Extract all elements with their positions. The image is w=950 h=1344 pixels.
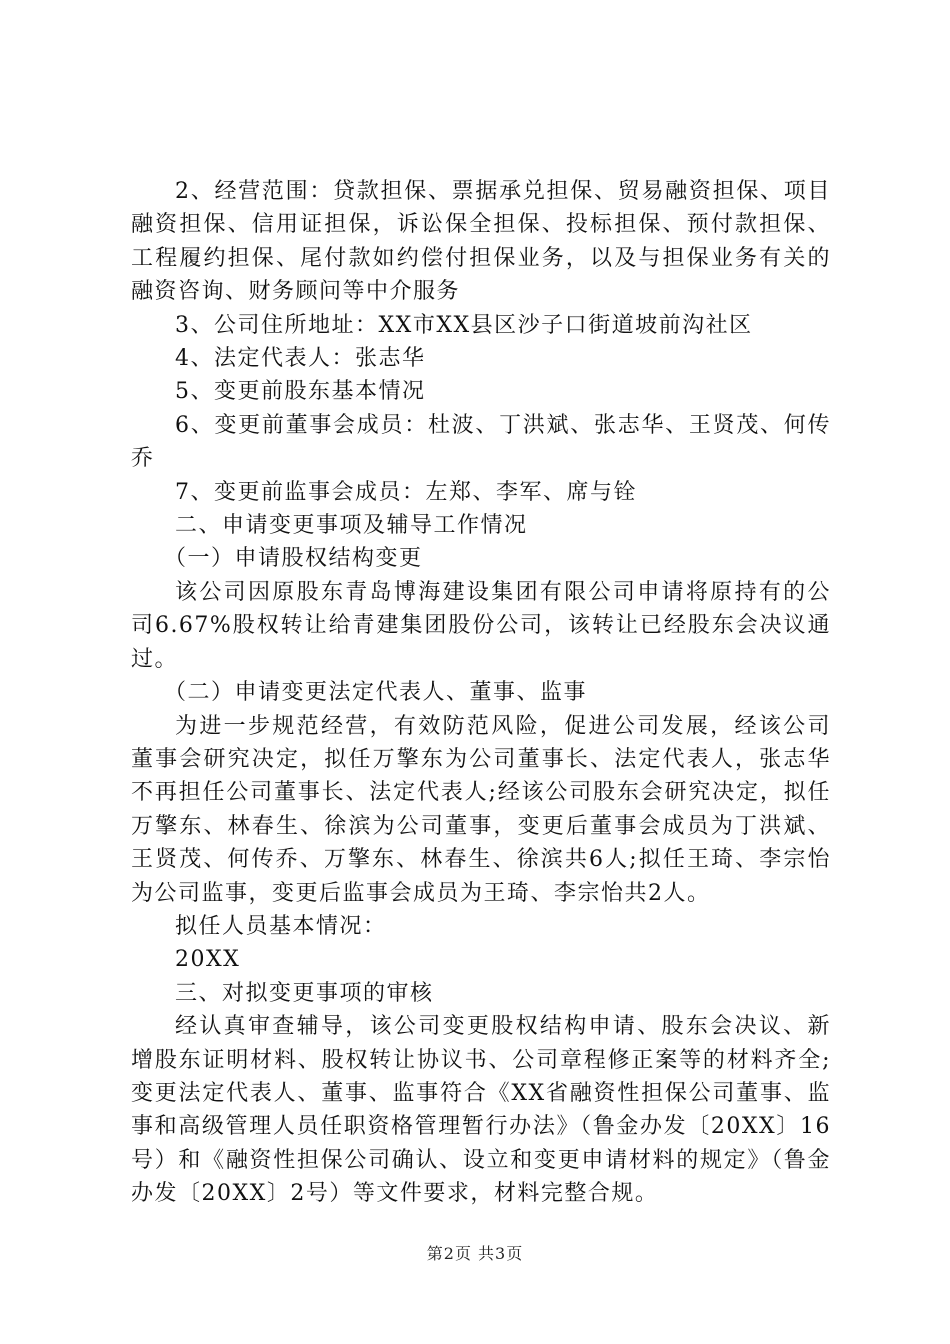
paragraph-year-placeholder: 20XX — [175, 947, 241, 973]
paragraph-board-before: 6、变更前董事会成员：杜波、丁洪斌、张志华、王贤茂、何传乔 — [131, 412, 831, 472]
paragraph-business-scope: 2、经营范围：贷款担保、票据承兑担保、贸易融资担保、项目融资担保、信用证担保，诉讼保全担保、投标担保、预付款担保、工程履约担保、尾付款如约偿付担保业务，以及与担保业务有关的融资咨询、财务顾问等中介服务 — [131, 179, 831, 305]
document-body — [131, 175, 831, 1211]
paragraph-legal-representative: 4、法定代表人：张志华 — [175, 346, 426, 372]
section-heading-3: 三、对拟变更事项的审核 — [175, 980, 434, 1006]
paragraph-personnel-change: 为进一步规范经营，有效防范风险，促进公司发展，经该公司董事会研究决定，拟任万擎东为公司董事长、法定代表人，张志华不再担任公司董事长、法定代表人;经该公司股东会研究决定，拟任万擎东、林春生、徐滨为公司董事，变更后董事会成员为丁洪斌、王贤茂、何传乔、万擎东、林春生、徐滨共6人;拟任王琦、李宗怡为公司监事，变更后监事会成员为王琦、李宗怡共2人。 — [131, 713, 831, 906]
subsection-heading-personnel: （二）申请变更法定代表人、董事、监事 — [164, 680, 588, 706]
paragraph-company-address: 3、公司住所地址：XX市XX县区沙子口街道坡前沟社区 — [175, 312, 753, 338]
page-footer: 第2页 共3页 — [426, 1244, 524, 1263]
paragraph-candidate-info: 拟任人员基本情况： — [175, 913, 387, 939]
section-heading-2: 二、申请变更事项及辅导工作情况 — [175, 513, 528, 539]
paragraph-review: 经认真审查辅导，该公司变更股权结构申请、股东会决议、新增股东证明材料、股权转让协议书、公司章程修正案等的材料齐全;变更法定代表人、董事、监事符合《XX省融资性担保公司董事、监事和高级管理人员任职资格管理暂行办法》（鲁金办发〔20XX〕16号）和《融资性担保公司确认、设立和变更申请材料的规定》（鲁金办发〔20XX〕2号）等文件要求，材料完整合规。 — [131, 1014, 831, 1207]
paragraph-supervisors-before: 7、变更前监事会成员：左郑、李军、席与铨 — [175, 479, 637, 505]
paragraph-equity-transfer: 该公司因原股东青岛博海建设集团有限公司申请将原持有的公司6.67%股权转让给青建集团股份公司，该转让已经股东会决议通过。 — [131, 579, 832, 672]
paragraph-shareholders-before: 5、变更前股东基本情况 — [175, 379, 426, 405]
subsection-heading-equity: （一）申请股权结构变更 — [164, 546, 423, 572]
